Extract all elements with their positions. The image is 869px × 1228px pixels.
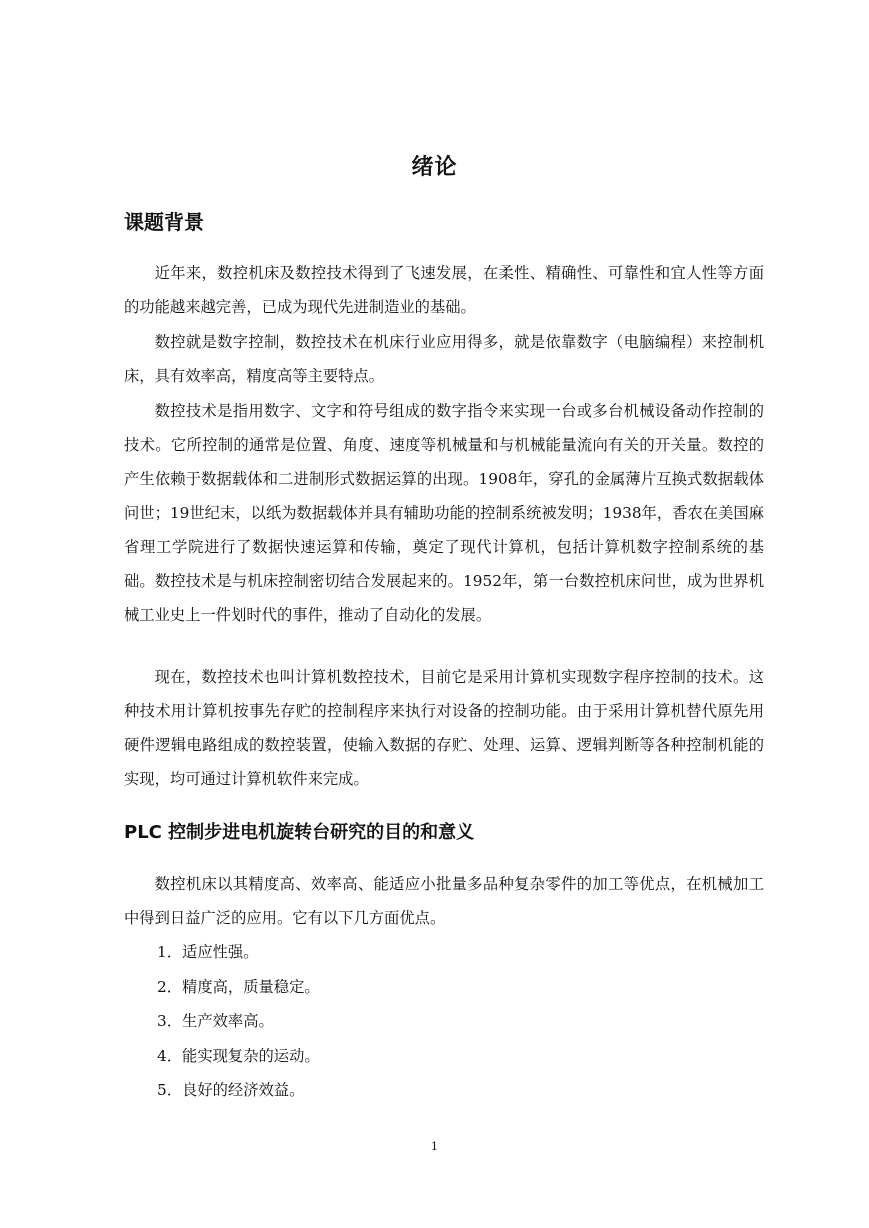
list-item: 5．良好的经济效益。: [157, 1081, 305, 1099]
section-heading: 课题背景: [124, 210, 204, 234]
subsection-heading: PLC 控制步进电机旋转台研究的目的和意义: [124, 822, 475, 843]
paragraph-4: 现在，数控技术也叫计算机数控技术，目前它是采用计算机实现数字程序控制的技术。这种技术用计算机按事先存贮的控制程序来执行对设备的控制功能。由于采用计算机替代原先用硬件逻辑电路组成的数控装置，使输入数据的存贮、处理、运算、逻辑判断等各种控制机能的实现，均可通过计算机软件来完成。: [124, 668, 764, 788]
paragraph-5: 数控机床以其精度高、效率高、能适应小批量多品种复杂零件的加工等优点，在机械加工中得到日益广泛的应用。它有以下几方面优点。: [124, 875, 764, 927]
chapter-title: 绪论: [411, 155, 458, 180]
paragraph-2: 数控就是数字控制，数控技术在机床行业应用得多，就是依靠数字（电脑编程）来控制机床，具有效率高，精度高等主要特点。: [124, 333, 764, 385]
list-item: 3．生产效率高。: [157, 1012, 274, 1030]
advantages-list: [157, 935, 320, 1108]
list-item: 1．适应性强。: [157, 943, 259, 961]
list-item: 4．能实现复杂的运动。: [157, 1046, 320, 1065]
paragraph-3: 数控技术是指用数字、文字和符号组成的数字指令来实现一台或多台机械设备动作控制的技术。它所控制的通常是位置、角度、速度等机械量和与机械能量流向有关的开关量。数控的产生依赖于数据载体和二进制形式数据运算的出现。1908年，穿孔的金属薄片互换式数据载体问世；19世纪末，以纸为数据载体并具有辅助功能的控制系统被发明；1938年，香农在美国麻省理工学院进行了数据快速运算和传输，奠定了现代计算机，包括计算机数字控制系统的基础。数控技术是与机床控制密切结合发展起来的。1952年，第一台数控机床问世，成为世界机械工业史上一件划时代的事件，推动了自动化的发展。: [124, 402, 764, 624]
list-item: 2．精度高，质量稳定。: [157, 977, 320, 996]
paragraph-1: 近年来，数控机床及数控技术得到了飞速发展，在柔性、精确性、可靠性和宜人性等方面的功能越来越完善，已成为现代先进制造业的基础。: [124, 264, 764, 316]
page-number: 1: [431, 1140, 438, 1153]
